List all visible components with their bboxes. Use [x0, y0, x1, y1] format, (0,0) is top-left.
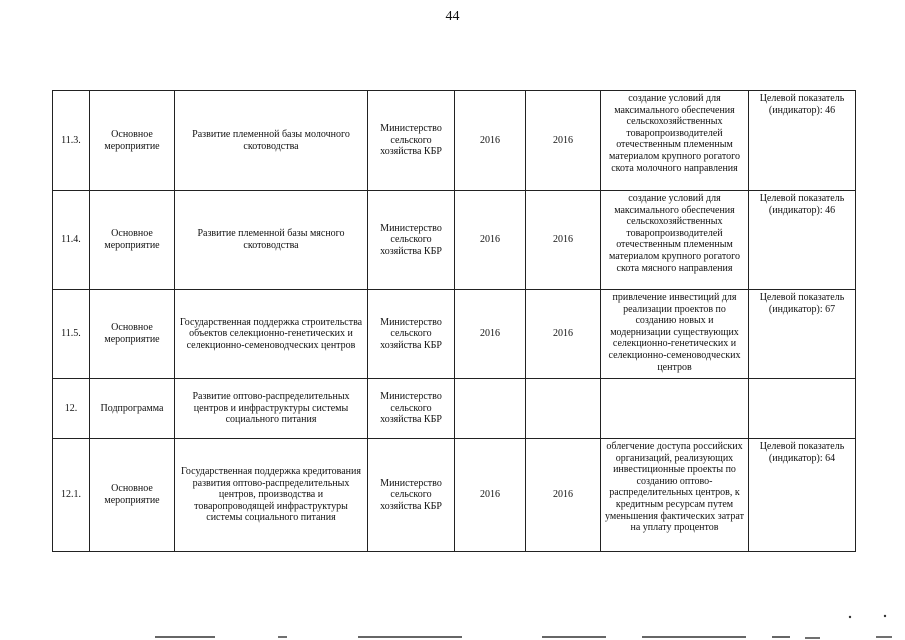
- row-indicator: Целевой показатель (индикатор): 46: [749, 91, 856, 191]
- row-status: Основное мероприятие: [90, 290, 175, 379]
- row-indicator: Целевой показатель (индикатор): 64: [749, 439, 856, 552]
- row-end-year: 2016: [526, 290, 601, 379]
- row-name: Государственная поддержка строительства объектов селекционно-генетических и селекционно-семеноводческих центров: [175, 290, 368, 379]
- row-end-year: 2016: [526, 439, 601, 552]
- row-executor: Министерство сельского хозяйства КБР: [368, 439, 455, 552]
- table-row: [53, 290, 856, 379]
- row-number: 12.: [53, 379, 90, 439]
- table-row: [53, 379, 856, 439]
- row-executor: Министерство сельского хозяйства КБР: [368, 379, 455, 439]
- row-name: Развитие оптово-распределительных центров и инфраструктуры системы социального питания: [175, 379, 368, 439]
- row-end-year: 2016: [526, 191, 601, 290]
- row-expected-result: привлечение инвестиций для реализации проектов по созданию новых и модернизации существующих селекционно-генетических и селекционно-семеноводческих центров: [601, 290, 749, 379]
- row-expected-result: создание условий для максимального обеспечения сельскохозяйственных товаропроизводителей отечественным племенным материалом крупного рогатого скота молочного направления: [601, 91, 749, 191]
- row-status: Подпрограмма: [90, 379, 175, 439]
- row-name: Государственная поддержка кредитования развития оптово-распределительных центров, производства и товаропроводящей инфраструктуры системы социального питания: [175, 439, 368, 552]
- row-start-year: 2016: [455, 191, 526, 290]
- row-expected-result: [601, 379, 749, 439]
- row-executor: Министерство сельского хозяйства КБР: [368, 91, 455, 191]
- row-number: 11.5.: [53, 290, 90, 379]
- page-number: 44: [445, 9, 460, 24]
- row-status: Основное мероприятие: [90, 91, 175, 191]
- table-row: [53, 91, 856, 191]
- table-row: [53, 439, 856, 552]
- row-executor: Министерство сельского хозяйства КБР: [368, 290, 455, 379]
- row-status: Основное мероприятие: [90, 191, 175, 290]
- row-start-year: 2016: [455, 439, 526, 552]
- program-activities-table: [52, 90, 856, 552]
- row-end-year: [526, 379, 601, 439]
- row-start-year: 2016: [455, 91, 526, 191]
- row-end-year: 2016: [526, 91, 601, 191]
- row-indicator: Целевой показатель (индикатор): 46: [749, 191, 856, 290]
- row-indicator: [749, 379, 856, 439]
- table-row: [53, 191, 856, 290]
- row-start-year: 2016: [455, 290, 526, 379]
- row-name: Развитие племенной базы молочного скотоводства: [175, 91, 368, 191]
- row-expected-result: облегчение доступа российских организаций, реализующих инвестиционные проекты по созданию оптово-распределительных центров, к кредитным ресурсам путем уменьшения фактических затрат на уплату процентов: [601, 439, 749, 552]
- row-indicator: Целевой показатель (индикатор): 67: [749, 290, 856, 379]
- row-number: 11.4.: [53, 191, 90, 290]
- row-start-year: [455, 379, 526, 439]
- row-number: 11.3.: [53, 91, 90, 191]
- row-expected-result: создание условий для максимального обеспечения сельскохозяйственных товаропроизводителей отечественным племенным материалом крупного рогатого скота мясного направления: [601, 191, 749, 290]
- row-number: 12.1.: [53, 439, 90, 552]
- row-executor: Министерство сельского хозяйства КБР: [368, 191, 455, 290]
- row-name: Развитие племенной базы мясного скотоводства: [175, 191, 368, 290]
- row-status: Основное мероприятие: [90, 439, 175, 552]
